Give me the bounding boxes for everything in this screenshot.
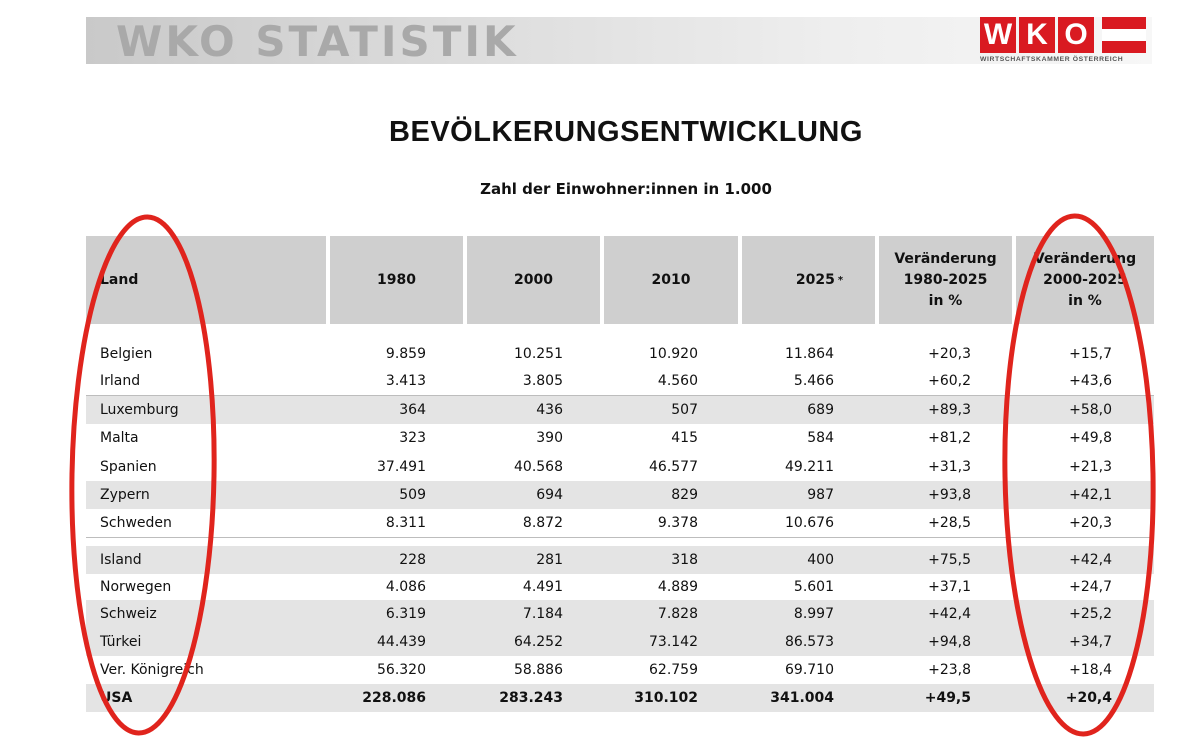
table-row — [86, 684, 1154, 712]
table-row — [86, 509, 1154, 537]
banner-title: WKO STATISTIK — [116, 17, 519, 66]
header-change-1980-line3: in % — [928, 292, 963, 309]
row-y2010: 46.577 — [649, 459, 698, 475]
row-y2010: 415 — [671, 430, 698, 446]
row-y2025: 689 — [807, 402, 834, 418]
row-y2010: 318 — [671, 552, 698, 568]
row-y1980: 56.320 — [377, 662, 426, 678]
table-row — [86, 656, 1154, 684]
page-subtitle: Zahl der Einwohner:innen in 1.000 — [480, 180, 772, 198]
row-y2000: 390 — [536, 430, 563, 446]
row-land: Ver. Königreich — [100, 662, 204, 678]
row-y1980: 228.086 — [362, 690, 426, 706]
row-land: Luxemburg — [100, 402, 179, 418]
header-2000: 2000 — [467, 236, 600, 324]
logo-letter-o: O — [1058, 17, 1094, 53]
row-y2000: 10.251 — [514, 346, 563, 362]
row-y2025: 341.004 — [770, 690, 834, 706]
austrian-flag-icon — [1102, 17, 1146, 53]
table-row — [86, 573, 1154, 601]
row-chg1: +20,3 — [928, 346, 971, 362]
row-y2025: 49.211 — [785, 459, 834, 475]
row-y1980: 4.086 — [385, 579, 426, 595]
header-change-2000-2025 — [1016, 236, 1154, 324]
row-chg2: +49,8 — [1069, 430, 1112, 446]
header-change-1980-line1: Veränderung — [894, 250, 997, 267]
row-y2025: 86.573 — [785, 634, 834, 650]
row-y2010: 829 — [671, 487, 698, 503]
page-title: BEVÖLKERUNGSENTWICKLUNG — [389, 116, 863, 148]
row-y1980: 3.413 — [385, 373, 426, 389]
header-change-2000-line3: in % — [1068, 292, 1102, 309]
row-y2025: 400 — [807, 552, 834, 568]
row-y2000: 283.243 — [499, 690, 563, 706]
header-2025-label: 2025 — [795, 271, 835, 288]
row-y1980: 37.491 — [377, 459, 426, 475]
logo-letter-k: K — [1019, 17, 1055, 53]
wko-logo — [980, 17, 1146, 65]
row-land: Schweiz — [100, 606, 157, 622]
row-chg2: +15,7 — [1069, 346, 1112, 362]
row-land: Island — [100, 552, 142, 568]
row-y1980: 228 — [399, 552, 426, 568]
row-y1980: 323 — [399, 430, 426, 446]
row-chg2: +34,7 — [1069, 634, 1112, 650]
row-chg1: +23,8 — [928, 662, 971, 678]
row-y1980: 364 — [399, 402, 426, 418]
row-y2010: 4.889 — [657, 579, 698, 595]
row-y1980: 509 — [399, 487, 426, 503]
row-chg2: +43,6 — [1069, 373, 1112, 389]
row-chg2: +58,0 — [1069, 402, 1112, 418]
table-row — [86, 600, 1154, 628]
row-chg1: +94,8 — [928, 634, 971, 650]
row-y2000: 436 — [536, 402, 563, 418]
row-y2000: 40.568 — [514, 459, 563, 475]
row-chg2: +20,4 — [1065, 690, 1112, 706]
row-land: Spanien — [100, 459, 157, 475]
row-y2025: 5.601 — [793, 579, 834, 595]
table-row — [86, 424, 1154, 452]
row-land: Norwegen — [100, 579, 172, 595]
row-chg1: +81,2 — [928, 430, 971, 446]
row-y2025: 10.676 — [785, 515, 834, 531]
row-y2010: 62.759 — [649, 662, 698, 678]
table-row — [86, 481, 1154, 509]
row-y2010: 73.142 — [649, 634, 698, 650]
row-land: Zypern — [100, 487, 150, 503]
header-change-2000-line1: Veränderung — [1033, 250, 1137, 267]
table-row — [86, 340, 1154, 368]
row-chg1: +60,2 — [928, 373, 971, 389]
table-row — [86, 396, 1154, 424]
row-y2000: 3.805 — [522, 373, 563, 389]
logo-subtitle: WIRTSCHAFTSKAMMER ÖSTERREICH — [980, 56, 1124, 63]
row-land: Türkei — [100, 634, 142, 650]
row-y2025: 987 — [807, 487, 834, 503]
row-y1980: 44.439 — [377, 634, 426, 650]
header-2010: 2010 — [604, 236, 738, 324]
row-chg1: +49,5 — [924, 690, 971, 706]
logo-letter-w: W — [980, 17, 1016, 53]
header-change-1980-2025 — [879, 236, 1012, 324]
row-y2010: 9.378 — [657, 515, 698, 531]
table-row — [86, 546, 1154, 574]
header-change-1980-line2: 1980-2025 — [903, 271, 988, 288]
table-row — [86, 453, 1154, 481]
header-2025-footnote-mark: * — [837, 274, 844, 286]
header-land: Land — [86, 236, 326, 324]
row-y2000: 4.491 — [522, 579, 563, 595]
table-row — [86, 628, 1154, 656]
row-y2000: 694 — [536, 487, 563, 503]
row-chg1: +89,3 — [928, 402, 971, 418]
row-y1980: 8.311 — [385, 515, 426, 531]
header-change-2000-line2: 2000-2025 — [1043, 271, 1127, 288]
row-chg2: +20,3 — [1069, 515, 1112, 531]
row-y2000: 281 — [536, 552, 563, 568]
row-y2025: 11.864 — [785, 346, 834, 362]
row-y2025: 8.997 — [793, 606, 834, 622]
row-y2000: 7.184 — [522, 606, 563, 622]
row-y2010: 10.920 — [649, 346, 698, 362]
row-land: Schweden — [100, 515, 172, 531]
row-chg2: +24,7 — [1069, 579, 1112, 595]
row-land: Irland — [100, 373, 141, 389]
row-y2010: 310.102 — [634, 690, 698, 706]
row-y2000: 58.886 — [514, 662, 563, 678]
row-y2025: 584 — [807, 430, 834, 446]
row-chg1: +31,3 — [928, 459, 971, 475]
row-chg2: +25,2 — [1069, 606, 1112, 622]
row-chg1: +28,5 — [928, 515, 971, 531]
row-chg1: +37,1 — [928, 579, 971, 595]
row-y2010: 507 — [671, 402, 698, 418]
header-2025 — [742, 236, 875, 324]
row-y1980: 9.859 — [385, 346, 426, 362]
row-land: Belgien — [100, 346, 153, 362]
row-chg2: +42,4 — [1069, 552, 1112, 568]
row-land: Malta — [100, 430, 139, 446]
table-row — [86, 367, 1154, 395]
row-y2010: 4.560 — [657, 373, 698, 389]
row-chg2: +21,3 — [1069, 459, 1112, 475]
row-y2010: 7.828 — [657, 606, 698, 622]
row-land: USA — [100, 690, 133, 706]
row-y2025: 5.466 — [793, 373, 834, 389]
row-chg1: +93,8 — [928, 487, 971, 503]
row-y2000: 8.872 — [522, 515, 563, 531]
row-chg2: +42,1 — [1069, 487, 1112, 503]
row-y1980: 6.319 — [385, 606, 426, 622]
row-chg1: +42,4 — [928, 606, 971, 622]
row-y2000: 64.252 — [514, 634, 563, 650]
row-y2025: 69.710 — [785, 662, 834, 678]
header-1980: 1980 — [330, 236, 463, 324]
row-chg1: +75,5 — [928, 552, 971, 568]
row-chg2: +18,4 — [1069, 662, 1112, 678]
